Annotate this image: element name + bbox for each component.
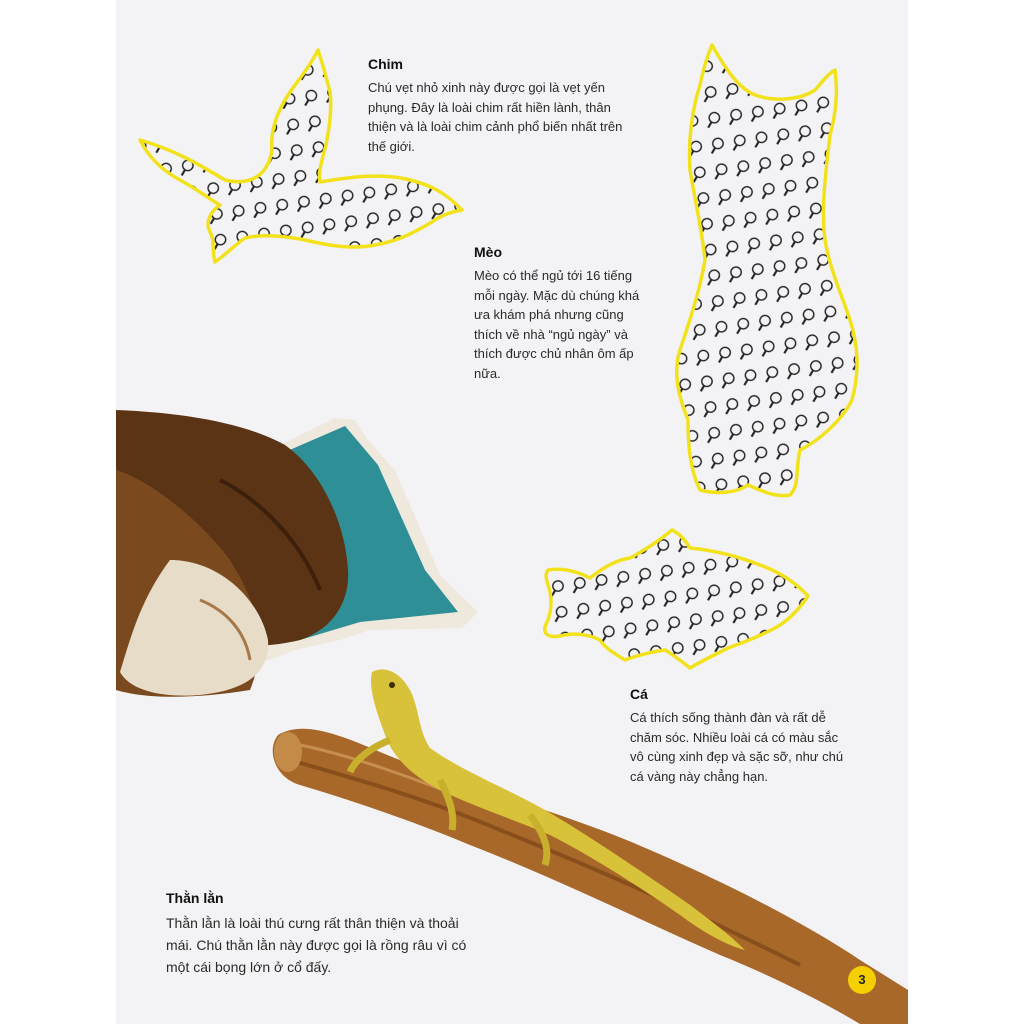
cat-title: Mèo [474, 244, 502, 260]
fish-title: Cá [630, 686, 648, 702]
lizard-description: Thằn lằn là loài thú cưng rất thân thiện và thoải mái. Chú thằn lằn này được gọi là rồng râu vì có một cái bọng lớn ở cổ đấy. [166, 915, 467, 975]
bird-section [368, 56, 628, 156]
dog-photo [116, 410, 478, 697]
lizard-title: Thằn lằn [166, 890, 224, 906]
fish-section [630, 686, 845, 786]
page-number-badge: 3 [848, 966, 876, 994]
bird-description: Chú vẹt nhỏ xinh này được gọi là vẹt yến phụng. Đây là loài chim rất hiền lành, thân thiện và là loài chim cảnh phổ biến nhất trên thế giới. [368, 80, 623, 154]
bird-title: Chim [368, 56, 403, 72]
lizard-section [166, 890, 481, 978]
fish-description: Cá thích sống thành đàn và rất dễ chăm sóc. Nhiều loài cá có màu sắc vô cùng xinh đẹp và sặc sỡ, như chú cá vàng này chẳng hạn. [630, 710, 844, 784]
fish-outline-shape [545, 530, 808, 668]
cat-description: Mèo có thể ngủ tới 16 tiếng mỗi ngày. Mặc dù chúng khá ưa khám phá nhưng cũng thích về nhà “ngủ ngày” và thích được chủ nhân ôm ấp nữa. [474, 268, 640, 381]
cat-outline-shape [677, 45, 857, 496]
cat-section [474, 244, 644, 383]
